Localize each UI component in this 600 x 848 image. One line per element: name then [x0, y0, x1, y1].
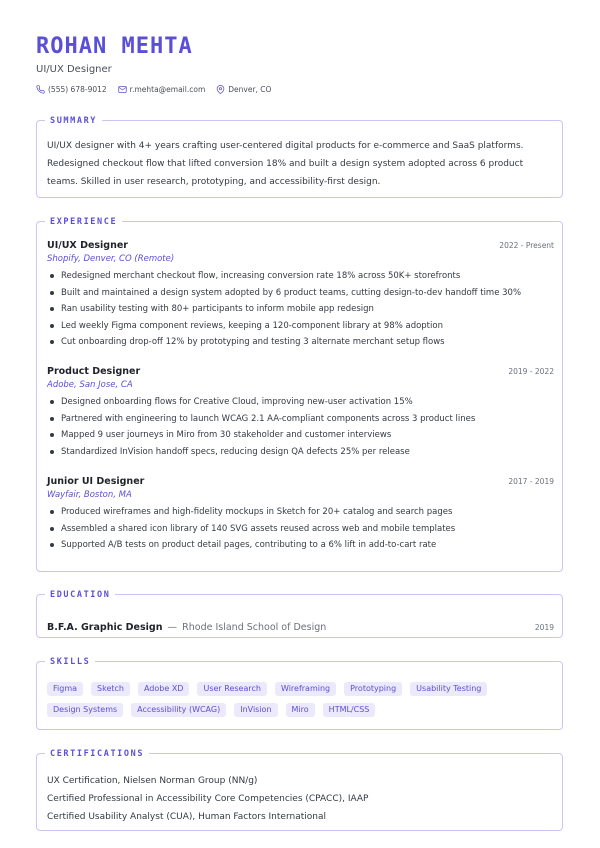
candidate-title: UI/UX Designer: [36, 64, 112, 75]
skill-chip: User Research: [197, 682, 266, 696]
contact-phone: [36, 85, 107, 94]
certification-item: Certified Professional in Accessibility Core Competencies (CPACC), IAAP: [47, 794, 369, 804]
job-bullets: [47, 394, 554, 460]
skill-chip: Usability Testing: [410, 682, 487, 696]
job-title: Product Designer: [47, 366, 141, 377]
section-heading: CERTIFICATIONS: [45, 748, 149, 760]
bullet-item: Built and maintained a design system adopted by 6 product teams, cutting design-to-dev handoff time 30%: [47, 285, 554, 302]
job-company: Adobe, San Jose, CA: [47, 380, 133, 390]
bullet-item: Assembled a shared icon library of 140 SVG assets reused across web and mobile templates: [47, 521, 554, 538]
bullet-item: Cut onboarding drop-off 12% by prototyping and testing 3 alternate merchant setup flows: [47, 334, 554, 351]
degree: B.F.A. Graphic Design: [47, 622, 163, 633]
bullet-item: Mapped 9 user journeys in Miro from 30 stakeholder and customer interviews: [47, 427, 554, 444]
location-text: Denver, CO: [228, 85, 272, 94]
degree-separator: —: [167, 622, 178, 633]
skill-chip: Accessibility (WCAG): [131, 703, 226, 717]
email-text: r.mehta@email.com: [129, 85, 206, 94]
summary-section: [36, 116, 563, 198]
education-section: [36, 590, 563, 638]
section-heading: SKILLS: [45, 656, 95, 668]
bullet-item: Produced wireframes and high-fidelity mockups in Sketch for 20+ catalog and search pages: [47, 504, 554, 521]
job-entry: [47, 476, 554, 554]
candidate-name: ROHAN MEHTA: [36, 34, 193, 59]
job-title: Junior UI Designer: [47, 476, 145, 487]
job-bullets: [47, 504, 554, 554]
skill-chips: [47, 682, 552, 724]
skill-chip: Wireframing: [275, 682, 336, 696]
job-entry: [47, 366, 554, 460]
certifications-section: [36, 749, 563, 831]
section-heading: EDUCATION: [45, 589, 115, 601]
skill-chip: Adobe XD: [138, 682, 190, 696]
section-heading: EXPERIENCE: [45, 216, 122, 228]
graduation-year: 2019: [534, 623, 554, 632]
skill-chip: Design Systems: [47, 703, 123, 717]
job-dates: 2017 - 2019: [508, 477, 554, 486]
bullet-item: Standardized InVision handoff specs, reducing design QA defects 25% per release: [47, 444, 554, 461]
education-entry: [47, 615, 554, 634]
skill-chip: Sketch: [91, 682, 130, 696]
certification-item: Certified Usability Analyst (CUA), Human Factors International: [47, 812, 326, 822]
school: Rhode Island School of Design: [182, 622, 327, 633]
job-dates: 2022 - Present: [499, 241, 554, 250]
contact-location: [216, 85, 271, 94]
skill-chip: Miro: [286, 703, 315, 717]
mail-icon: [118, 85, 127, 94]
certification-item: UX Certification, Nielsen Norman Group (NN/g): [47, 776, 258, 786]
contact-email[interactable]: [118, 85, 206, 94]
experience-section: [36, 217, 563, 572]
bullet-item: Redesigned merchant checkout flow, increasing conversion rate 18% across 50K+ storefronts: [47, 268, 554, 285]
section-heading: SUMMARY: [45, 115, 102, 127]
map-pin-icon: [216, 85, 225, 94]
skill-chip: HTML/CSS: [323, 703, 376, 717]
skill-chip: Prototyping: [344, 682, 402, 696]
skills-section: [36, 657, 563, 730]
summary-text: UI/UX designer with 4+ years crafting user-centered digital products for e-commerce and SaaS platforms. Redesigned checkout flow that lifted conversion 18% and built a design system adopted across 6 product teams. Skilled in user research, prototyping, and accessibility-first design.: [47, 141, 524, 187]
skill-chip: InVision: [234, 703, 277, 717]
bullet-item: Partnered with engineering to launch WCAG 2.1 AA-compliant components across 3 product lines: [47, 411, 554, 428]
job-bullets: [47, 268, 554, 351]
bullet-item: Ran usability testing with 80+ participants to inform mobile app redesign: [47, 301, 554, 318]
job-company: Shopify, Denver, CO (Remote): [47, 254, 175, 264]
phone-icon: [36, 85, 45, 94]
job-company: Wayfair, Boston, MA: [47, 490, 132, 500]
contact-bar: [36, 85, 282, 94]
job-dates: 2019 - 2022: [508, 367, 554, 376]
bullet-item: Led weekly Figma component reviews, keeping a 120-component library at 98% adoption: [47, 318, 554, 335]
certification-list: [47, 772, 552, 826]
bullet-item: Designed onboarding flows for Creative Cloud, improving new-user activation 15%: [47, 394, 554, 411]
job-title: UI/UX Designer: [47, 240, 128, 251]
bullet-item: Supported A/B tests on product detail pages, contributing to a 6% lift in add-to-cart rate: [47, 537, 554, 554]
job-entry: [47, 240, 554, 351]
skill-chip: Figma: [47, 682, 83, 696]
phone-text: (555) 678-9012: [48, 85, 107, 94]
